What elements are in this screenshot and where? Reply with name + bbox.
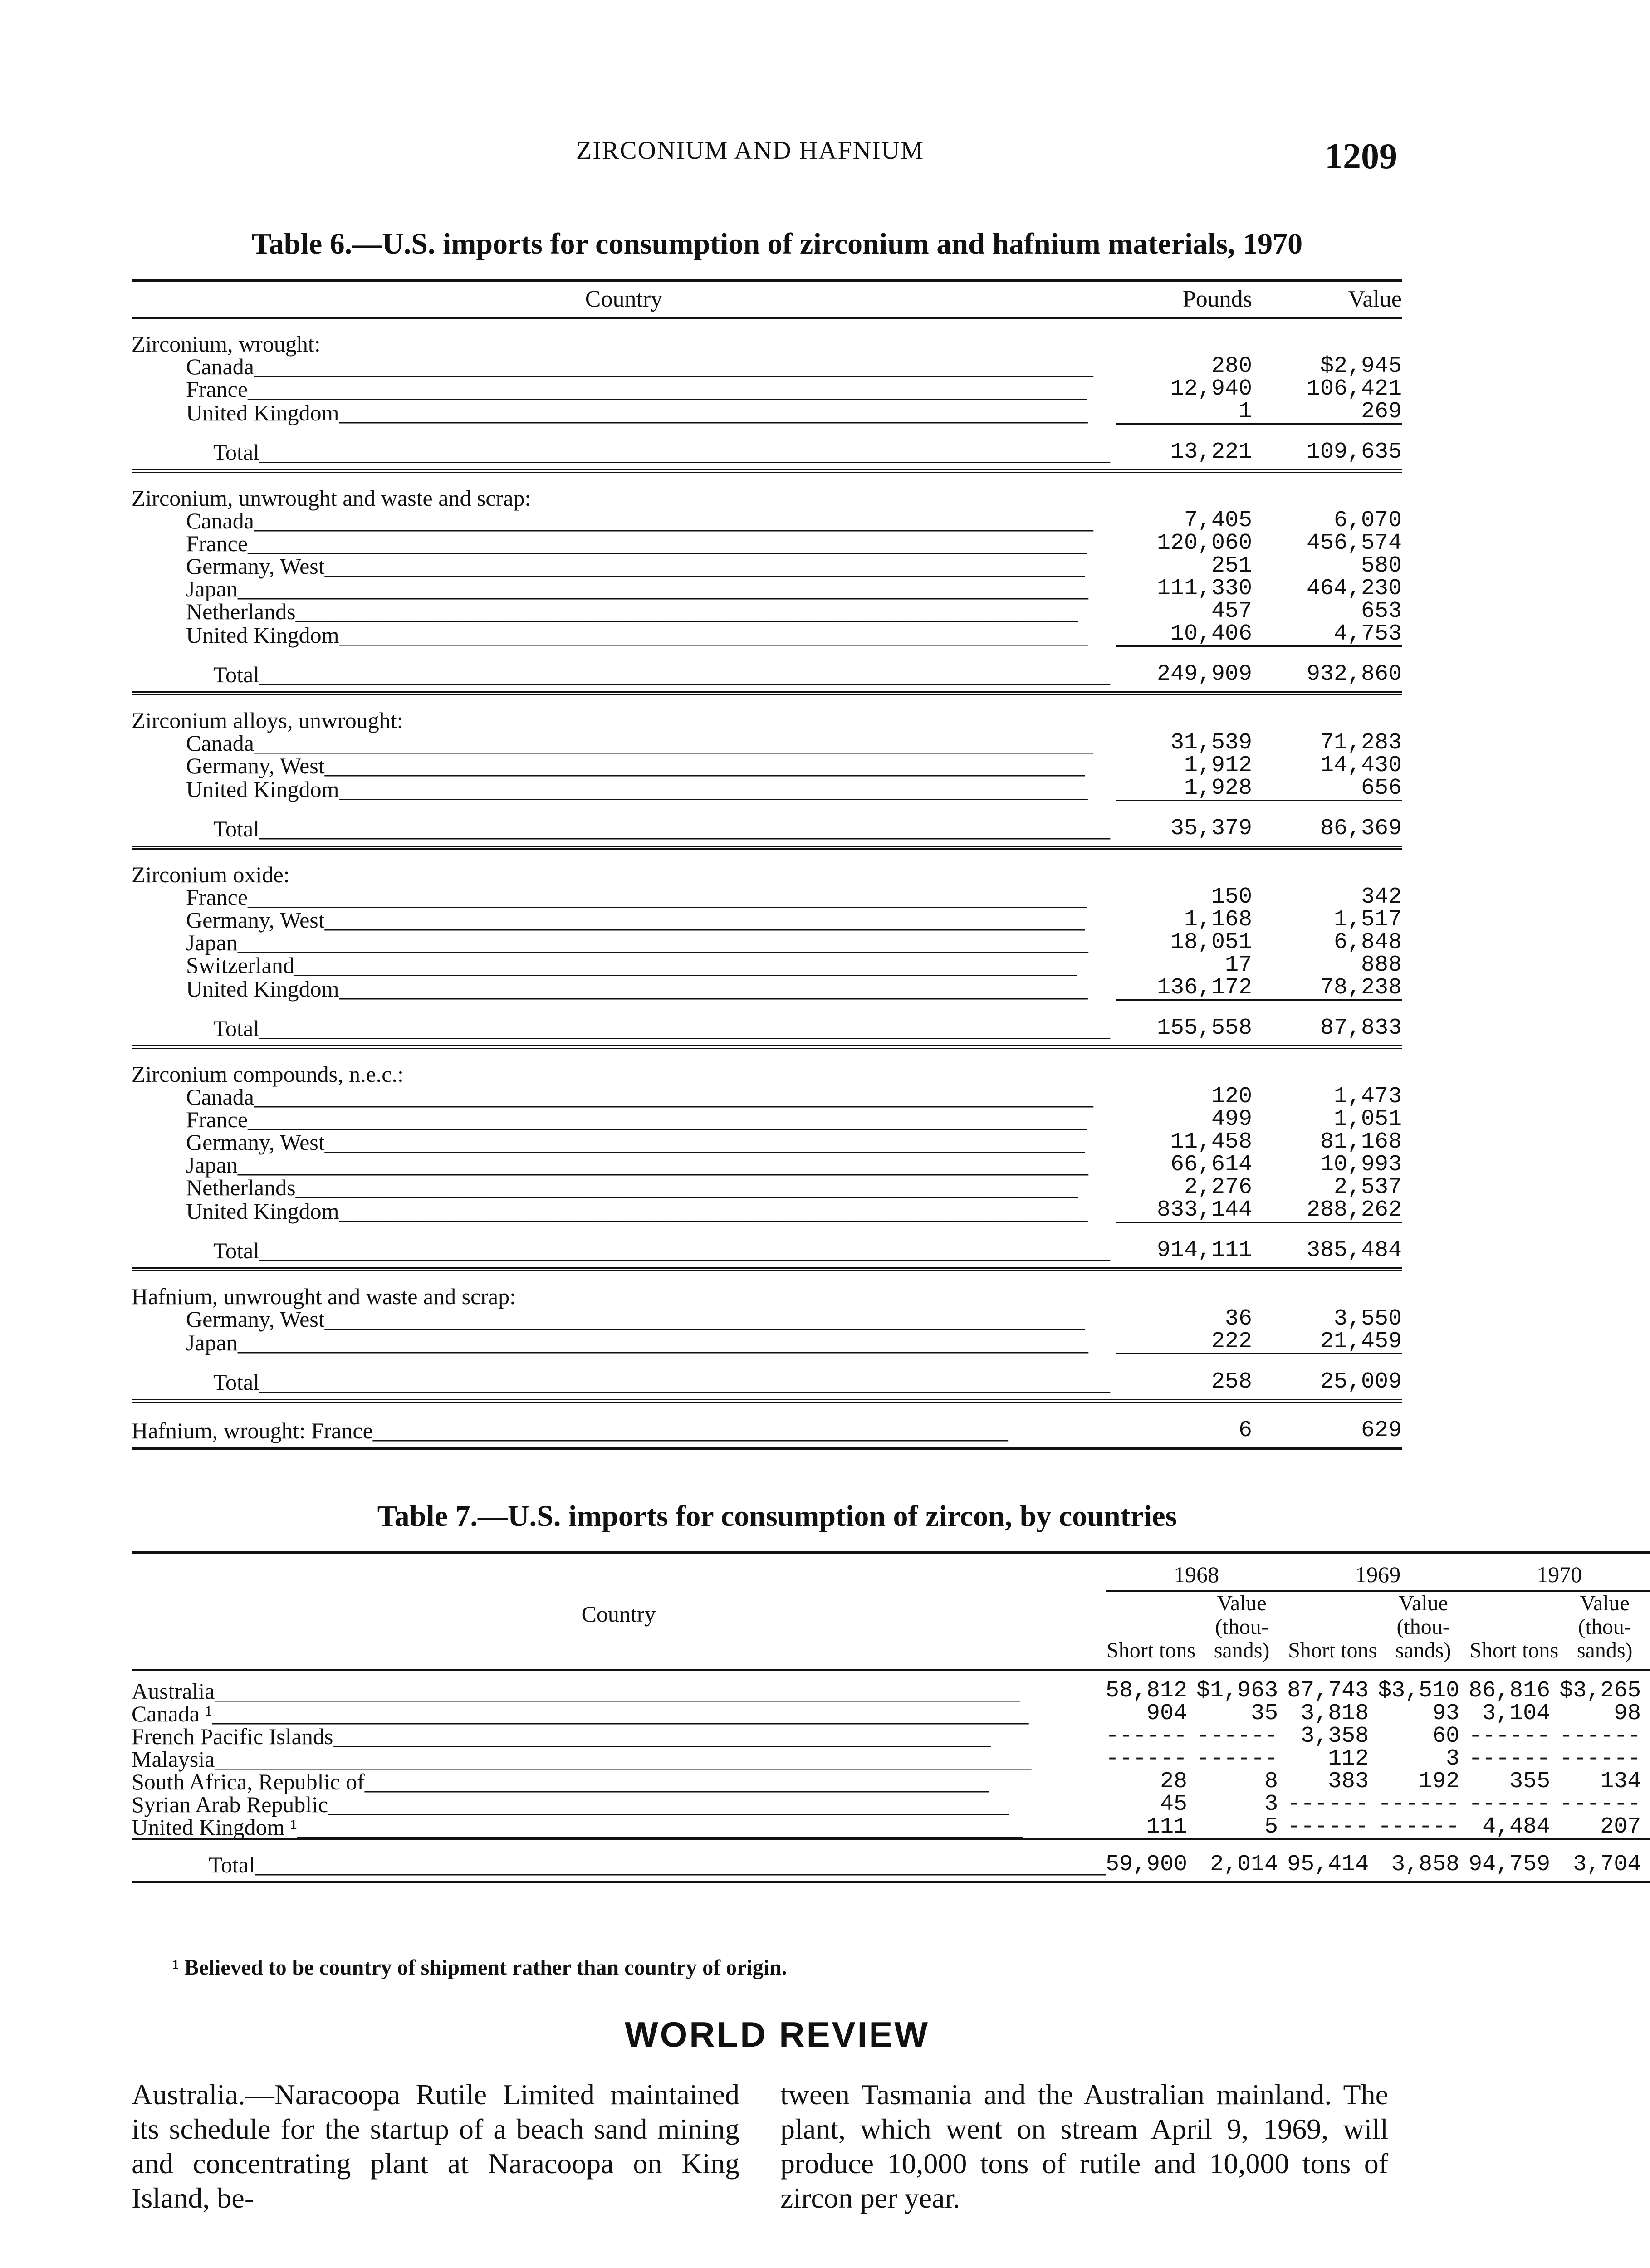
total-label: Total___________________________________________________________________________	[132, 1354, 1116, 1401]
row-value: 3,550	[1333, 1306, 1402, 1332]
table-row	[132, 1770, 1650, 1793]
row-cell: ------	[1559, 1723, 1641, 1749]
total-label: Total___________________________________________________________________________	[132, 1839, 1106, 1882]
row-value: 456,574	[1306, 530, 1402, 556]
running-head: ZIRCONIUM AND HAFNIUM	[576, 137, 924, 165]
row-value: 6,070	[1333, 508, 1402, 533]
col-country: Country	[132, 280, 1116, 318]
row-country: Canada__________________________________________________________________________	[186, 730, 1093, 756]
row-country: Canada__________________________________________________________________________	[186, 508, 1093, 533]
row-cell: ------	[1378, 1814, 1460, 1840]
table6-group-heading: Zirconium compounds, n.e.c.:	[132, 1061, 404, 1087]
col-pounds: Pounds	[1116, 280, 1252, 318]
row-pounds: 17	[1224, 952, 1252, 978]
row-value: 71,283	[1320, 730, 1402, 756]
row-pounds: 136,172	[1156, 975, 1252, 1001]
row-cell: ------	[1287, 1814, 1369, 1840]
total-pounds: 258	[1116, 1354, 1252, 1401]
world-review-column-1: Australia.—Naracoopa Rutile Limited maintained its schedule for the startup of a beach sand mining and concentrating plant at Naracoopa on King Island, be-	[132, 2078, 739, 2214]
table6-group-heading: Zirconium alloys, unwrought:	[132, 708, 403, 733]
total-pounds: 249,909	[1116, 646, 1252, 694]
t7-year-1968: 1968	[1106, 1553, 1287, 1591]
last-row-value: 629	[1252, 1401, 1402, 1449]
row-cell: ------	[1287, 1791, 1369, 1817]
row-cell: $3,510	[1378, 1678, 1460, 1704]
row-country: Canada ¹________________________________________________________________________	[132, 1701, 1029, 1726]
table6-group-heading: Hafnium, unwrought and waste and scrap:	[132, 1284, 516, 1309]
row-value: 656	[1361, 775, 1402, 801]
table6-group-heading-row	[132, 694, 1402, 732]
t7-year-1969: 1969	[1287, 1553, 1469, 1591]
row-cell: 98	[1614, 1701, 1641, 1726]
row-cell: 93	[1432, 1701, 1460, 1726]
row-cell: 112	[1328, 1746, 1369, 1772]
table-row	[132, 1702, 1650, 1725]
row-pounds: 150	[1211, 884, 1252, 910]
total-label: Total___________________________________________________________________________	[132, 801, 1116, 848]
t7-sub-value: Value (thou- sands)	[1378, 1591, 1469, 1670]
table-row	[132, 1308, 1402, 1330]
row-cell: 111	[1146, 1814, 1188, 1840]
row-cell: 3	[1264, 1791, 1278, 1817]
row-cell: ------	[1196, 1746, 1278, 1772]
row-cell: $3,265	[1559, 1678, 1641, 1704]
row-value: 288,262	[1306, 1197, 1402, 1223]
table-row	[132, 1748, 1650, 1770]
row-country: Japan___________________________________________________________________________	[186, 930, 1088, 955]
row-pounds: 1,168	[1184, 907, 1252, 933]
row-pounds: 18,051	[1170, 929, 1252, 955]
row-cell: 45	[1160, 1791, 1188, 1817]
total-value: 86,369	[1252, 801, 1402, 848]
row-pounds: 36	[1224, 1306, 1252, 1332]
row-value: 1,473	[1333, 1084, 1402, 1110]
row-country: Germany, West___________________________________________________________________	[186, 553, 1085, 579]
table-total-row	[132, 801, 1402, 848]
table6-group-heading: Zirconium, unwrought and waste and scrap:	[132, 485, 531, 511]
table-row	[132, 532, 1402, 555]
table-row	[132, 401, 1402, 424]
table-row	[132, 954, 1402, 977]
total-pounds: 35,379	[1116, 801, 1252, 848]
table-row	[132, 577, 1402, 600]
table6-caption: Table 6.—U.S. imports for consumption of zirconium and hafnium materials, 1970	[251, 227, 1303, 260]
row-country: Canada__________________________________________________________________________	[186, 1084, 1093, 1110]
table-row	[132, 754, 1402, 777]
row-value: 653	[1361, 598, 1402, 624]
total-value: 385,484	[1252, 1222, 1402, 1270]
table6-group-heading-row	[132, 848, 1402, 886]
table6-group-heading: Zirconium oxide:	[132, 862, 290, 887]
table-row	[132, 1154, 1402, 1176]
row-country: Netherlands_____________________________________________________________________	[186, 599, 1078, 624]
table6-body	[132, 318, 1402, 1449]
row-country: French Pacific Islands__________________________________________________________	[132, 1724, 991, 1749]
row-cell: 60	[1432, 1723, 1460, 1749]
row-cell: 8	[1264, 1769, 1278, 1794]
row-cell: 3,818	[1301, 1701, 1369, 1726]
row-pounds: 111,330	[1156, 576, 1252, 601]
row-value: 14,430	[1320, 753, 1402, 778]
row-pounds: 120,060	[1156, 530, 1252, 556]
total-value: 25,009	[1252, 1354, 1402, 1401]
row-value: 1,051	[1333, 1106, 1402, 1132]
row-pounds: 2,276	[1184, 1174, 1252, 1200]
row-cell: ------	[1378, 1791, 1460, 1817]
row-value: 106,421	[1306, 376, 1402, 402]
t7-year-1970: 1970	[1469, 1553, 1650, 1591]
row-country: Netherlands_____________________________________________________________________	[186, 1175, 1078, 1200]
table-row	[132, 1199, 1402, 1222]
table7-footnote: ¹ Believed to be country of shipment rather than country of origin.	[172, 1955, 787, 1980]
table-row	[132, 977, 1402, 1000]
table-row	[132, 1176, 1402, 1199]
table-row	[132, 1131, 1402, 1154]
table-row	[132, 623, 1402, 646]
row-country: United Kingdom ¹________________________________________________________________	[132, 1814, 1023, 1840]
total-value: 932,860	[1252, 646, 1402, 694]
total-value: 87,833	[1252, 1000, 1402, 1047]
row-country: Canada__________________________________________________________________________	[186, 354, 1093, 379]
row-country: Australia_______________________________________________________________________	[132, 1678, 1020, 1704]
row-cell: 207	[1600, 1814, 1641, 1840]
row-country: Japan___________________________________________________________________________	[186, 1152, 1088, 1178]
table-row	[132, 1816, 1650, 1839]
table7-caption: Table 7.—U.S. imports for consumption of zircon, by countries	[377, 1500, 1177, 1533]
total-pounds: 13,221	[1116, 424, 1252, 471]
total-pounds: 914,111	[1116, 1222, 1252, 1270]
table7-body	[132, 1670, 1650, 1882]
row-pounds: 499	[1211, 1106, 1252, 1132]
total-label: Total___________________________________________________________________________	[132, 1222, 1116, 1270]
total-cell: 3,704	[1559, 1839, 1650, 1882]
row-value: 1,517	[1333, 907, 1402, 933]
row-cell: 904	[1146, 1701, 1188, 1726]
row-country: Syrian Arab Republic____________________________________________________________	[132, 1792, 1009, 1817]
table-row	[132, 555, 1402, 577]
total-label: Total___________________________________________________________________________	[132, 646, 1116, 694]
row-country: South Africa, Republic of_______________________________________________________	[132, 1769, 989, 1794]
table-row	[132, 1670, 1650, 1702]
table-row	[132, 1793, 1650, 1816]
row-cell: 86,816	[1469, 1678, 1551, 1704]
row-cell: 134	[1600, 1769, 1641, 1794]
row-value: 464,230	[1306, 576, 1402, 601]
row-pounds: 10,406	[1170, 621, 1252, 647]
table7	[132, 1551, 1650, 1883]
row-cell: ------	[1559, 1746, 1641, 1772]
table-row	[132, 1108, 1402, 1131]
row-cell: ------	[1469, 1723, 1551, 1749]
row-cell: $1,963	[1196, 1678, 1278, 1704]
row-value: 78,238	[1320, 975, 1402, 1001]
row-cell: 3,104	[1482, 1701, 1551, 1726]
table-total-row	[132, 424, 1402, 471]
table-row	[132, 931, 1402, 954]
table6	[132, 279, 1402, 1450]
row-value: $2,945	[1320, 353, 1402, 379]
row-cell: ------	[1559, 1791, 1641, 1817]
row-value: 6,848	[1333, 929, 1402, 955]
row-cell: 58,812	[1106, 1678, 1188, 1704]
total-cell: 94,759	[1469, 1839, 1559, 1882]
row-cell: 3	[1446, 1746, 1460, 1772]
row-country: Switzerland_____________________________________________________________________	[186, 953, 1077, 978]
table-total-row	[132, 1222, 1402, 1270]
total-cell: 2,014	[1196, 1839, 1287, 1882]
row-country: France__________________________________________________________________________	[186, 531, 1087, 556]
table-row	[132, 732, 1402, 754]
row-pounds: 1,928	[1184, 775, 1252, 801]
col-value: Value	[1252, 280, 1402, 318]
table-total-row	[132, 1000, 1402, 1047]
row-cell: 355	[1509, 1769, 1551, 1794]
row-pounds: 31,539	[1170, 730, 1252, 756]
row-country: Germany, West___________________________________________________________________	[186, 1129, 1085, 1155]
t7-sub-short-tons: Short tons	[1106, 1591, 1196, 1670]
t7-sub-short-tons: Short tons	[1287, 1591, 1378, 1670]
row-country: United Kingdom__________________________________________________________________	[186, 976, 1088, 1002]
table-row	[132, 1725, 1650, 1748]
last-row-pounds: 6	[1116, 1401, 1252, 1449]
table-row	[132, 777, 1402, 801]
total-cell: 95,414	[1287, 1839, 1378, 1882]
row-pounds: 457	[1211, 598, 1252, 624]
row-country: Germany, West___________________________________________________________________	[186, 753, 1085, 778]
row-value: 10,993	[1320, 1152, 1402, 1178]
row-country: Germany, West___________________________________________________________________	[186, 1306, 1085, 1332]
row-pounds: 11,458	[1170, 1129, 1252, 1155]
row-value: 4,753	[1333, 621, 1402, 647]
world-review-heading: WORLD REVIEW	[625, 2014, 930, 2054]
row-value: 888	[1361, 952, 1402, 978]
table-row	[132, 600, 1402, 623]
row-cell: 28	[1160, 1769, 1188, 1794]
row-country: United Kingdom__________________________________________________________________	[186, 1198, 1088, 1224]
row-pounds: 120	[1211, 1084, 1252, 1110]
row-country: France__________________________________________________________________________	[186, 376, 1087, 402]
t7-sub-short-tons: Short tons	[1469, 1591, 1559, 1670]
row-pounds: 1	[1238, 399, 1252, 425]
t7-sub-value: Value (thou- sands)	[1196, 1591, 1287, 1670]
table-row	[132, 1085, 1402, 1108]
total-label: Total___________________________________________________________________________	[132, 1000, 1116, 1047]
row-country: Germany, West___________________________________________________________________	[186, 907, 1085, 933]
t7-country-header: Country	[132, 1553, 1106, 1670]
row-value: 580	[1361, 553, 1402, 579]
table6-group-heading-row	[132, 1270, 1402, 1308]
row-pounds: 7,405	[1184, 508, 1252, 533]
page-number: 1209	[1325, 137, 1397, 176]
row-cell: 3,358	[1301, 1723, 1369, 1749]
row-pounds: 251	[1211, 553, 1252, 579]
row-cell: ------	[1106, 1746, 1188, 1772]
total-value: 109,635	[1252, 424, 1402, 471]
table-row	[132, 1330, 1402, 1354]
row-value: 342	[1361, 884, 1402, 910]
t7-sub-value: Value (thou- sands)	[1559, 1591, 1650, 1670]
row-country: France__________________________________________________________________________	[186, 1107, 1087, 1132]
row-country: United Kingdom__________________________________________________________________	[186, 776, 1088, 802]
table-row	[132, 509, 1402, 532]
table-total-row	[132, 1839, 1650, 1882]
row-pounds: 222	[1211, 1329, 1252, 1354]
row-cell: 87,743	[1287, 1678, 1369, 1704]
total-cell: 3,858	[1378, 1839, 1469, 1882]
table-total-row	[132, 1354, 1402, 1401]
table-row	[132, 909, 1402, 931]
row-pounds: 12,940	[1170, 376, 1252, 402]
row-cell: 192	[1419, 1769, 1460, 1794]
table-row	[132, 886, 1402, 909]
row-country: France__________________________________________________________________________	[186, 885, 1087, 910]
row-cell: ------	[1469, 1791, 1551, 1817]
table6-group-heading-row	[132, 1047, 1402, 1086]
table-last-row	[132, 1401, 1402, 1449]
last-row-label: Hafnium, wrought: France________________________________________________________	[132, 1401, 1116, 1449]
table-row	[132, 378, 1402, 401]
row-cell: ------	[1469, 1746, 1551, 1772]
row-value: 2,537	[1333, 1174, 1402, 1200]
row-cell: 5	[1264, 1814, 1278, 1840]
row-cell: ------	[1196, 1723, 1278, 1749]
table6-group-heading-row	[132, 471, 1402, 510]
table6-group-heading-row	[132, 318, 1402, 355]
row-value: 269	[1361, 399, 1402, 425]
total-pounds: 155,558	[1116, 1000, 1252, 1047]
row-pounds: 1,912	[1184, 753, 1252, 778]
row-country: Japan___________________________________________________________________________	[186, 576, 1088, 601]
row-cell: 35	[1251, 1701, 1278, 1726]
row-pounds: 66,614	[1170, 1152, 1252, 1178]
row-value: 81,168	[1320, 1129, 1402, 1155]
table-row	[132, 355, 1402, 378]
row-cell: 383	[1328, 1769, 1369, 1794]
row-cell: 4,484	[1482, 1814, 1551, 1840]
row-pounds: 280	[1211, 353, 1252, 379]
row-country: Japan___________________________________________________________________________	[186, 1330, 1088, 1355]
row-pounds: 833,144	[1156, 1197, 1252, 1223]
row-cell: ------	[1106, 1723, 1188, 1749]
row-country: United Kingdom__________________________________________________________________	[186, 622, 1088, 648]
table6-group-heading: Zirconium, wrought:	[132, 331, 321, 357]
total-label: Total___________________________________________________________________________	[132, 424, 1116, 471]
table-total-row	[132, 646, 1402, 694]
row-country: United Kingdom__________________________________________________________________	[186, 400, 1088, 425]
world-review-column-2: tween Tasmania and the Australian mainland. The plant, which went on stream April 9, 1969, will produce 10,000 tons of rutile and 10,000 tons of zircon per year.	[780, 2078, 1388, 2214]
total-cell: 59,900	[1106, 1839, 1196, 1882]
row-value: 21,459	[1320, 1329, 1402, 1354]
row-country: Malaysia________________________________________________________________________	[132, 1746, 1032, 1772]
